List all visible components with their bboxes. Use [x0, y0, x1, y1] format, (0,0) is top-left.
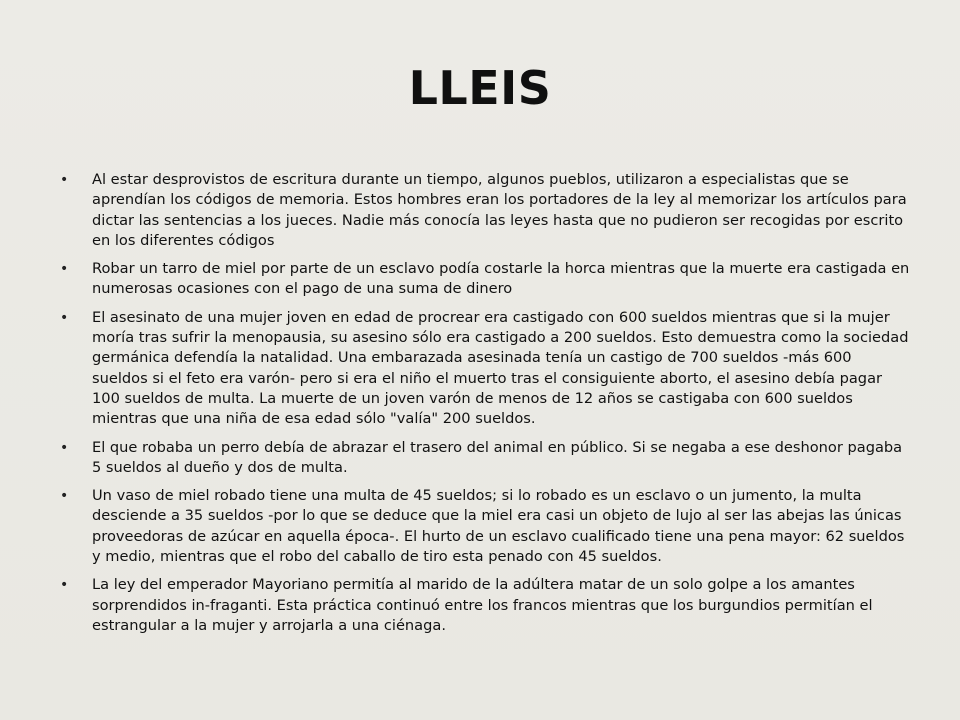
bullet-icon: • — [60, 439, 69, 456]
bullet-text: Al estar desprovistos de escritura durante un tiempo, algunos pueblos, utilizaron a especialistas que se aprendían los códigos de memoria. Estos hombres eran los portadores de la ley al memorizar los artículos para dictar las sentencias a los jueces. Nadie más conocía las leyes hasta que no pudieron ser recogidas por escrito en los diferentes códigos — [92, 171, 907, 249]
bullet-icon: • — [60, 488, 69, 505]
bullet-text: La ley del emperador Mayoriano permitía al marido de la adúltera matar de un solo golpe a los amantes sorprendidos in-fraganti. Esta práctica continuó entre los francos mientras que los burgundios permitían el estrangular a la mujer y arrojarla a una ciénaga. — [92, 576, 873, 634]
bullet-item — [58, 170, 910, 251]
slide-title: LLEIS — [408, 61, 552, 115]
bullet-icon: • — [60, 577, 69, 594]
bullet-icon: • — [60, 172, 69, 188]
bullet-text: El que robaba un perro debía de abrazar el trasero del animal en público. Si se negaba a ese deshonor pagaba 5 sueldos al dueño y dos de multa. — [92, 438, 903, 476]
bullet-icon: • — [60, 261, 69, 278]
bullet-list — [58, 170, 910, 644]
bullet-text: El asesinato de una mujer joven en edad de procrear era castigado con 600 sueldos mientras que si la mujer moría tras sufrir la menopausia, su asesino sólo era castigado a 200 sueldos. Esto demuestra como la sociedad germánica defendía la natalidad. Una embarazada asesinada tenía un castigo de 700 sueldos -más 600 sueldos si el feto era varón- pero si era el niño el muerto tras el consiguiente aborto, el asesino debía pagar 100 sueldos de multa. La muerte de un joven varón de menos de 12 años se castigaba con 600 sueldos mientras que una niña de esa edad sólo "valía" 200 sueldos. — [92, 308, 909, 428]
bullet-item — [58, 438, 910, 479]
bullet-text: Un vaso de miel robado tiene una multa de 45 sueldos; si lo robado es un esclavo o un jumento, la multa desciende a 35 sueldos -por lo que se deduce que la miel era casi un objeto de lujo al ser las abejas las únicas proveedoras de azúcar en aquella época-. El hurto de un esclavo cualificado tiene una pena mayor: 62 sueldos y medio, mientras que el robo del caballo de tiro esta penado con 45 sueldos. — [92, 487, 905, 566]
bullet-icon: • — [60, 309, 69, 326]
bullet-item — [58, 575, 910, 636]
bullet-item — [58, 259, 910, 300]
bullet-item — [58, 486, 910, 567]
bullet-item — [58, 308, 910, 430]
bullet-text: Robar un tarro de miel por parte de un esclavo podía costarle la horca mientras que la muerte era castigada en numerosas ocasiones con el pago de una suma de dinero — [92, 260, 910, 298]
